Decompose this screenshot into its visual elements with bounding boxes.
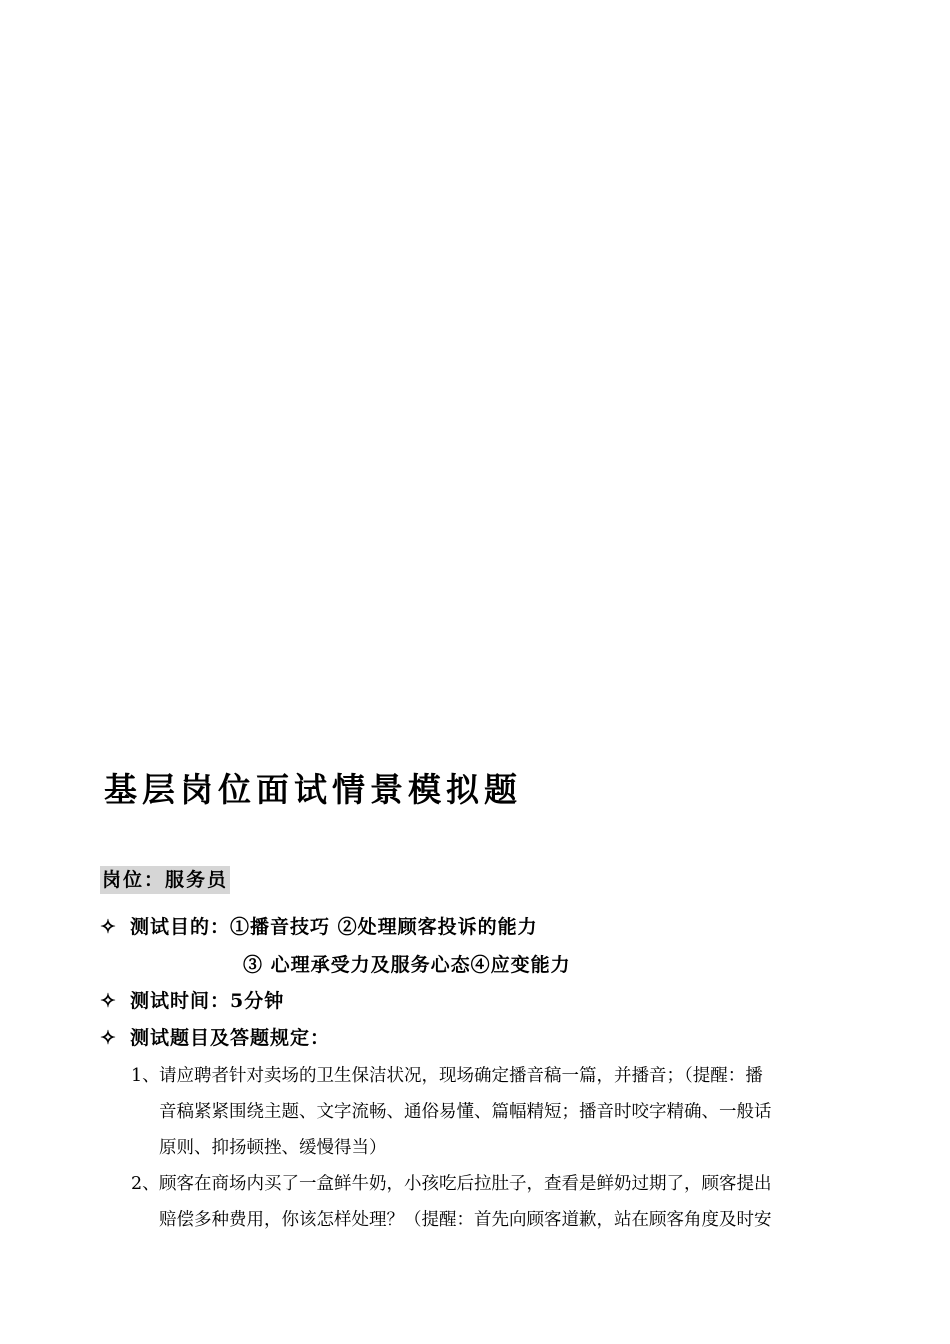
duration-line	[100, 987, 284, 1015]
purpose-line	[100, 913, 538, 941]
position-label: 岗位：服务员	[100, 866, 230, 894]
questions-heading-line	[100, 1024, 330, 1052]
item-number: 1、	[131, 1066, 160, 1086]
questions-heading: 测试题目及答题规定：	[130, 1027, 331, 1049]
purpose-label: 测试目的：	[130, 916, 231, 938]
diamond-bullet-icon: ✧	[100, 990, 117, 1012]
item-text: 顾客在商场内买了一盒鲜牛奶，小孩吃后拉肚子，查看是鲜奶过期了，顾客提出 赔偿多种费用，你该怎样处理？（提醒：首先向顾客道歉，站在顾客角度及时安	[159, 1174, 772, 1230]
page-title: 基层岗位面试情景模拟题	[104, 770, 522, 809]
diamond-bullet-icon: ✧	[100, 916, 117, 938]
duration-value: 5分钟	[230, 990, 285, 1012]
item-text: 请应聘者针对卖场的卫生保洁状况，现场确定播音稿一篇，并播音；（提醒：播 音稿紧紧围绕主题、文字流畅、通俗易懂、篇幅精短；播音时咬字精确、一般话 原则、抑扬顿挫、缓慢得当）	[159, 1066, 772, 1158]
question-item-2	[131, 1166, 831, 1238]
diamond-bullet-icon: ✧	[100, 1027, 117, 1049]
purpose-items-line2: ③ 心理承受力及服务心态④应变能力	[243, 954, 571, 976]
duration-label: 测试时间：	[130, 990, 231, 1012]
item-number: 2、	[131, 1174, 160, 1194]
purpose-items-line1: ①播音技巧 ②处理顾客投诉的能力	[230, 916, 538, 938]
question-item-1	[131, 1058, 831, 1166]
